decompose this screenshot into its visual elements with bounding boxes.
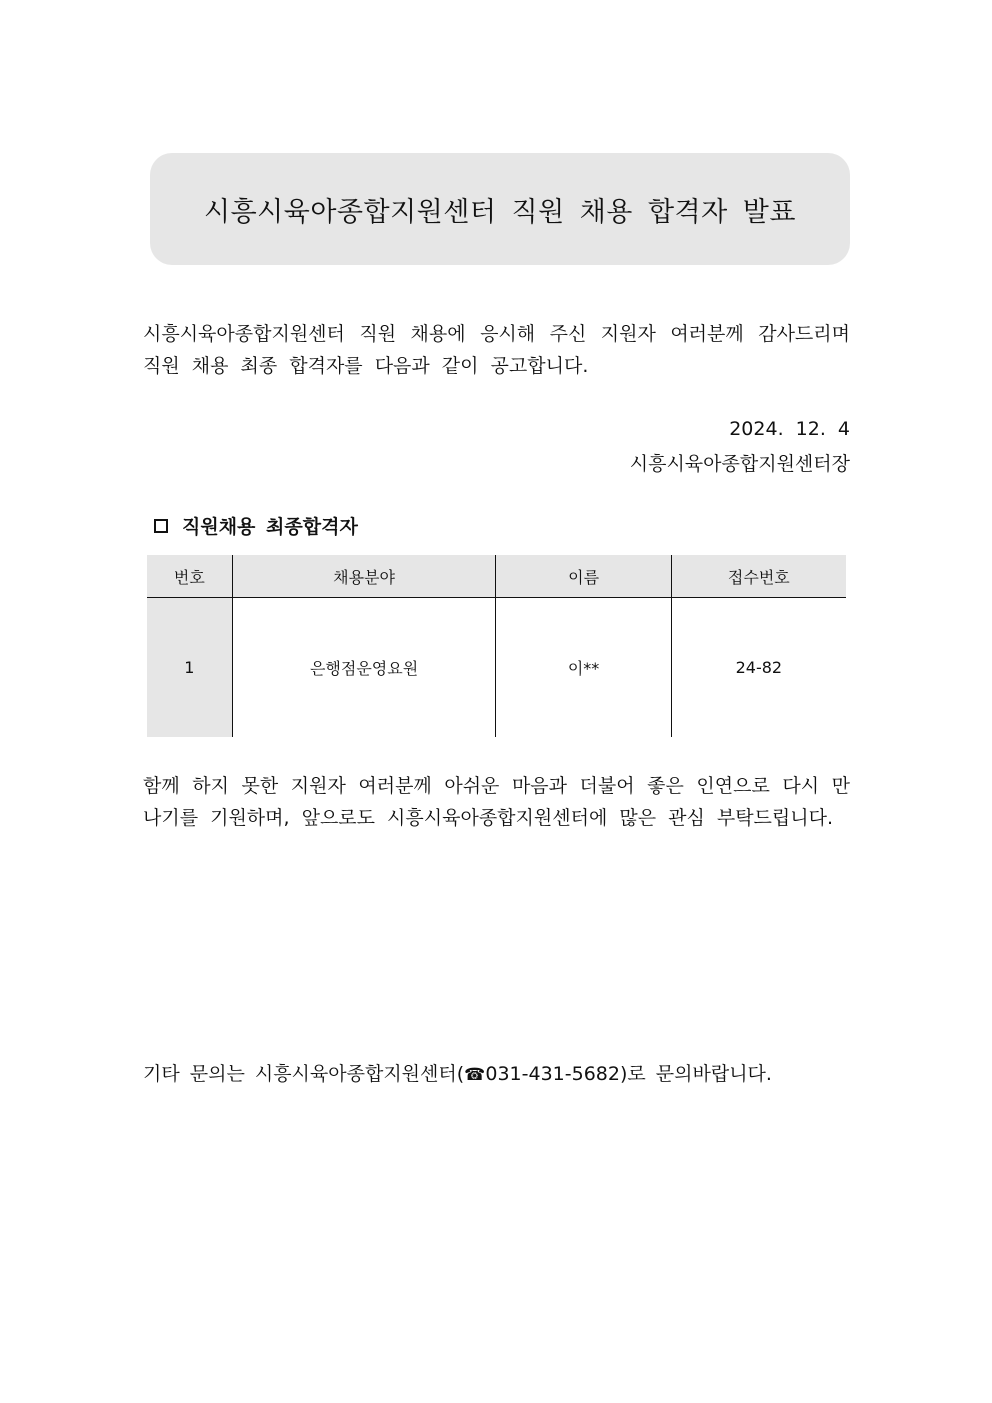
- checkbox-icon: [154, 519, 168, 533]
- page-title: 시흥시육아종합지원센터 직원 채용 합격자 발표: [204, 196, 796, 228]
- table-header-row: [147, 555, 846, 598]
- cell-receipt-number: 24-82: [671, 598, 846, 738]
- header-number: 번호: [147, 555, 232, 598]
- table-row: [147, 598, 846, 738]
- section-heading: [154, 512, 358, 539]
- announcement-date: 2024. 12. 4: [729, 418, 850, 440]
- phone-icon: ☎: [464, 1065, 486, 1085]
- section-title: 직원채용 최종합격자: [182, 516, 358, 538]
- contact-phone: 031-431-5682: [485, 1063, 620, 1085]
- intro-paragraph: 시흥시육아종합지원센터 직원 채용에 응시해 주신 지원자 여러분께 감사드리며 직원 채용 최종 합격자를 다음과 같이 공고합니다.: [143, 323, 850, 377]
- cell-number: 1: [147, 598, 232, 738]
- contact-suffix: )로 문의바랍니다.: [619, 1063, 772, 1085]
- header-name: 이름: [496, 555, 671, 598]
- issuer-name: 시흥시육아종합지원센터장: [629, 453, 850, 475]
- header-receipt-number: 접수번호: [671, 555, 846, 598]
- cell-name: 이**: [496, 598, 671, 738]
- contact-line: [143, 1058, 850, 1091]
- contact-prefix: 기타 문의는 시흥시육아종합지원센터(: [143, 1063, 465, 1085]
- closing-paragraph: 함께 하지 못한 지원자 여러분께 아쉬운 마음과 더불어 좋은 인연으로 다시 만나기를 기원하며, 앞으로도 시흥시육아종합지원센터에 많은 관심 부탁드립니다.: [143, 775, 850, 829]
- results-table: [147, 555, 846, 737]
- cell-field: 은행점운영요원: [232, 598, 496, 738]
- title-box: [150, 153, 850, 265]
- header-field: 채용분야: [232, 555, 496, 598]
